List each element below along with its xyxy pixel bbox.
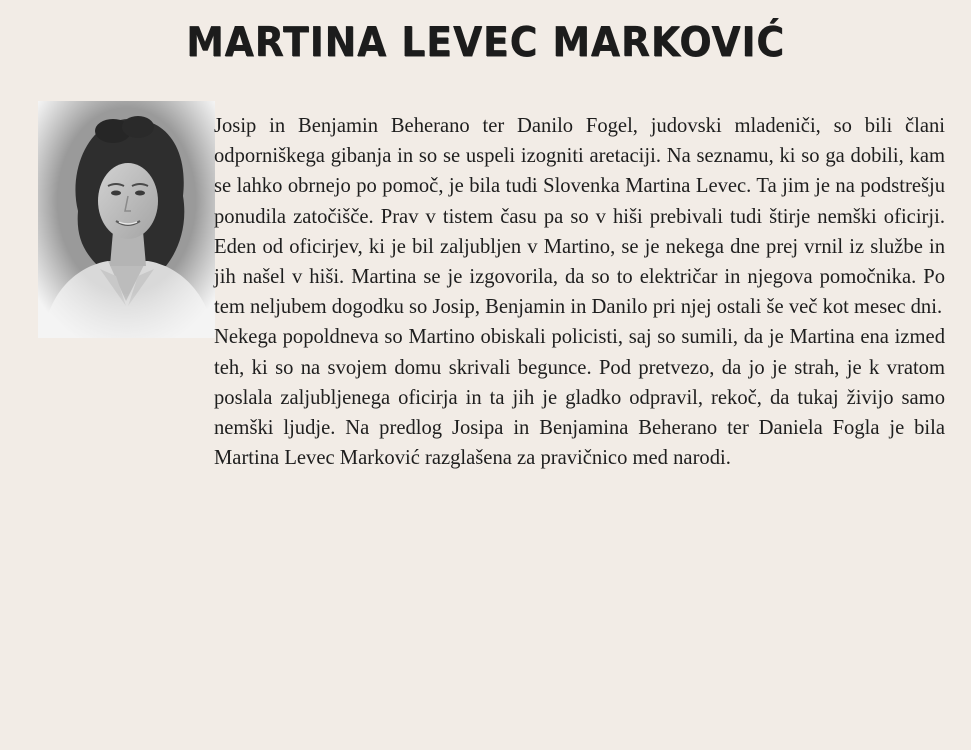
body-text [214, 111, 945, 473]
portrait-photo [38, 101, 215, 338]
paragraph-2: Nekega popoldneva so Martino obiskali policisti, saj so sumili, da je Martina ena izmed teh, ki so na svojem domu skrivali begunce. Pod pretvezo, da jo je strah, je k vratom poslala zaljubljenega oficirja in ta jih je gladko odpravil, rekoč, da tukaj živijo samo nemški ljudje. Na predlog Josipa in Benjamina Beherano ter Daniela Fogla je bila Martina Levec Marković razglašena za pravičnico med narodi. [214, 326, 945, 470]
paragraph-1: Josip in Benjamin Beherano ter Danilo Fogel, judovski mladeniči, so bili člani odporniškega gibanja in so se uspeli izogniti aretaciji. Na seznamu, ki so ga dobili, kam se lahko obrnejo po pomoč, je bila tudi Slovenka Martina Levec. Ta jim je na podstrešju ponudila zatočišče. Prav v tistem času pa so v hiši prebivali tudi štirje nemški oficirji. Eden od oficirjev, ki je bil zaljubljen v Martino, se je nekega dne prej vrnil iz službe in jih našel v hiši. Martina se je izgovorila, da so to električar in njegova pomočnika. Po tem neljubem dogodku so Josip, Benjamin in Danilo pri njej ostali še več kot mesec dni. [214, 115, 945, 319]
portrait-icon [38, 101, 215, 338]
page-title: MARTINA LEVEC MARKOVIĆ [186, 18, 785, 66]
